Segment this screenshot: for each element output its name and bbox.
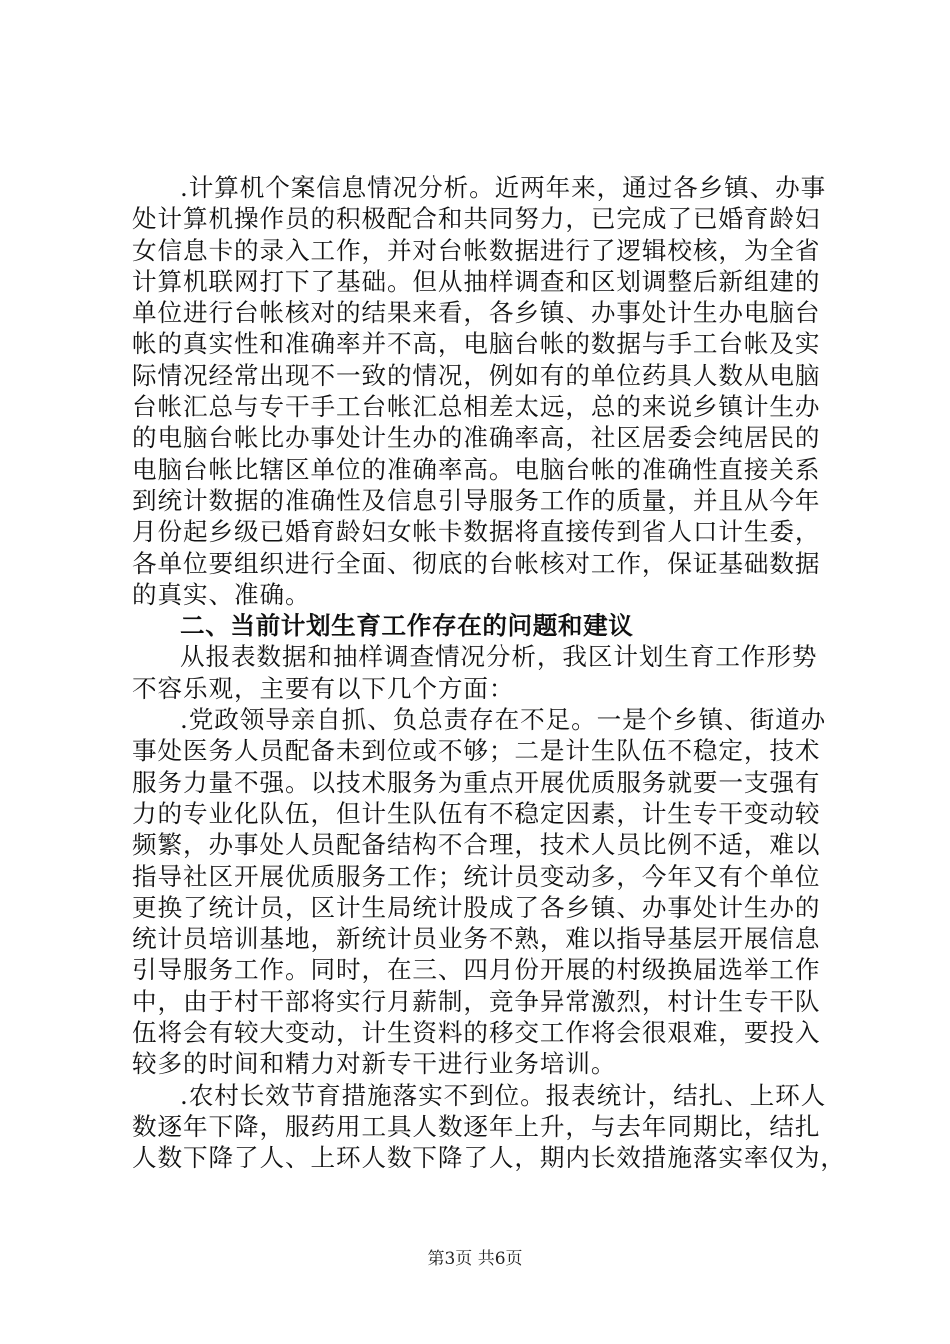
text-line: 女信息卡的录入工作，并对台帐数据进行了逻辑校核，为全省 bbox=[132, 235, 821, 265]
text-line: 统计员培训基地，新统计员业务不熟，难以指导基层开展信息 bbox=[132, 924, 821, 954]
text-line: 指导社区开展优质服务工作；统计员变动多，今年又有个单位 bbox=[132, 861, 821, 891]
text-line: 较多的时间和精力对新专干进行业务培训。 bbox=[132, 1049, 617, 1079]
text-line: 伍将会有较大变动，计生资料的移交工作将会很艰难，要投入 bbox=[132, 1018, 821, 1048]
text-line: .农村长效节育措施落实不到位。报表统计，结扎、上环人 bbox=[180, 1080, 827, 1110]
text-line: 服务力量不强。以技术服务为重点开展优质服务就要一支强有 bbox=[132, 767, 821, 797]
text-line: 月份起乡级已婚育龄妇女帐卡数据将直接传到省人口计生委， bbox=[132, 517, 821, 547]
text-line: 事处医务人员配备未到位或不够；二是计生队伍不稳定，技术 bbox=[132, 736, 821, 766]
text-line: 各单位要组织进行全面、彻底的台帐核对工作，保证基础数据 bbox=[132, 548, 821, 578]
page-footer: 第3页 共6页 bbox=[427, 1249, 523, 1269]
section-heading: 二、当前计划生育工作存在的问题和建议 bbox=[180, 611, 634, 641]
text-line: 人数下降了人、上环人数下降了人，期内长效措施落实率仅为， bbox=[132, 1143, 846, 1173]
text-line: 计算机联网打下了基础。但从抽样调查和区划调整后新组建的 bbox=[132, 266, 821, 296]
document-body bbox=[132, 172, 846, 1174]
text-line: 不容乐观，主要有以下几个方面： bbox=[132, 673, 515, 703]
text-line: 频繁，办事处人员配备结构不合理，技术人员比例不适，难以 bbox=[132, 830, 821, 860]
text-line: 到统计数据的准确性及信息引导服务工作的质量，并且从今年 bbox=[132, 485, 821, 515]
text-line: 更换了统计员，区计生局统计股成了各乡镇、办事处计生办的 bbox=[132, 892, 821, 922]
text-line: 台帐汇总与专干手工台帐汇总相差太远，总的来说乡镇计生办 bbox=[132, 392, 821, 422]
text-line: 力的专业化队伍，但计生队伍有不稳定因素，计生专干变动较 bbox=[132, 798, 821, 828]
text-line: 帐的真实性和准确率并不高，电脑台帐的数据与手工台帐及实 bbox=[132, 329, 821, 359]
text-line: 单位进行台帐核对的结果来看，各乡镇、办事处计生办电脑台 bbox=[132, 298, 821, 328]
text-line: 从报表数据和抽样调查情况分析，我区计划生育工作形势 bbox=[180, 642, 818, 672]
text-line: 中，由于村干部将实行月薪制，竞争异常激烈，村计生专干队 bbox=[132, 986, 821, 1016]
text-line: .党政领导亲自抓、负总责存在不足。一是个乡镇、街道办 bbox=[180, 705, 827, 735]
text-line: 的电脑台帐比办事处计生办的准确率高，社区居委会纯居民的 bbox=[132, 423, 821, 453]
text-line: 数逐年下降，服药用工具人数逐年上升，与去年同期比，结扎 bbox=[132, 1111, 821, 1141]
text-line: 际情况经常出现不一致的情况，例如有的单位药具人数从电脑 bbox=[132, 360, 821, 390]
text-line: .计算机个案信息情况分析。近两年来，通过各乡镇、办事 bbox=[180, 173, 827, 202]
text-line: 引导服务工作。同时，在三、四月份开展的村级换届选举工作 bbox=[132, 955, 821, 985]
text-line: 处计算机操作员的积极配合和共同努力，已完成了已婚育龄妇 bbox=[132, 204, 821, 234]
text-line: 的真实、准确。 bbox=[132, 579, 311, 609]
text-line: 电脑台帐比辖区单位的准确率高。电脑台帐的准确性直接关系 bbox=[132, 454, 821, 484]
